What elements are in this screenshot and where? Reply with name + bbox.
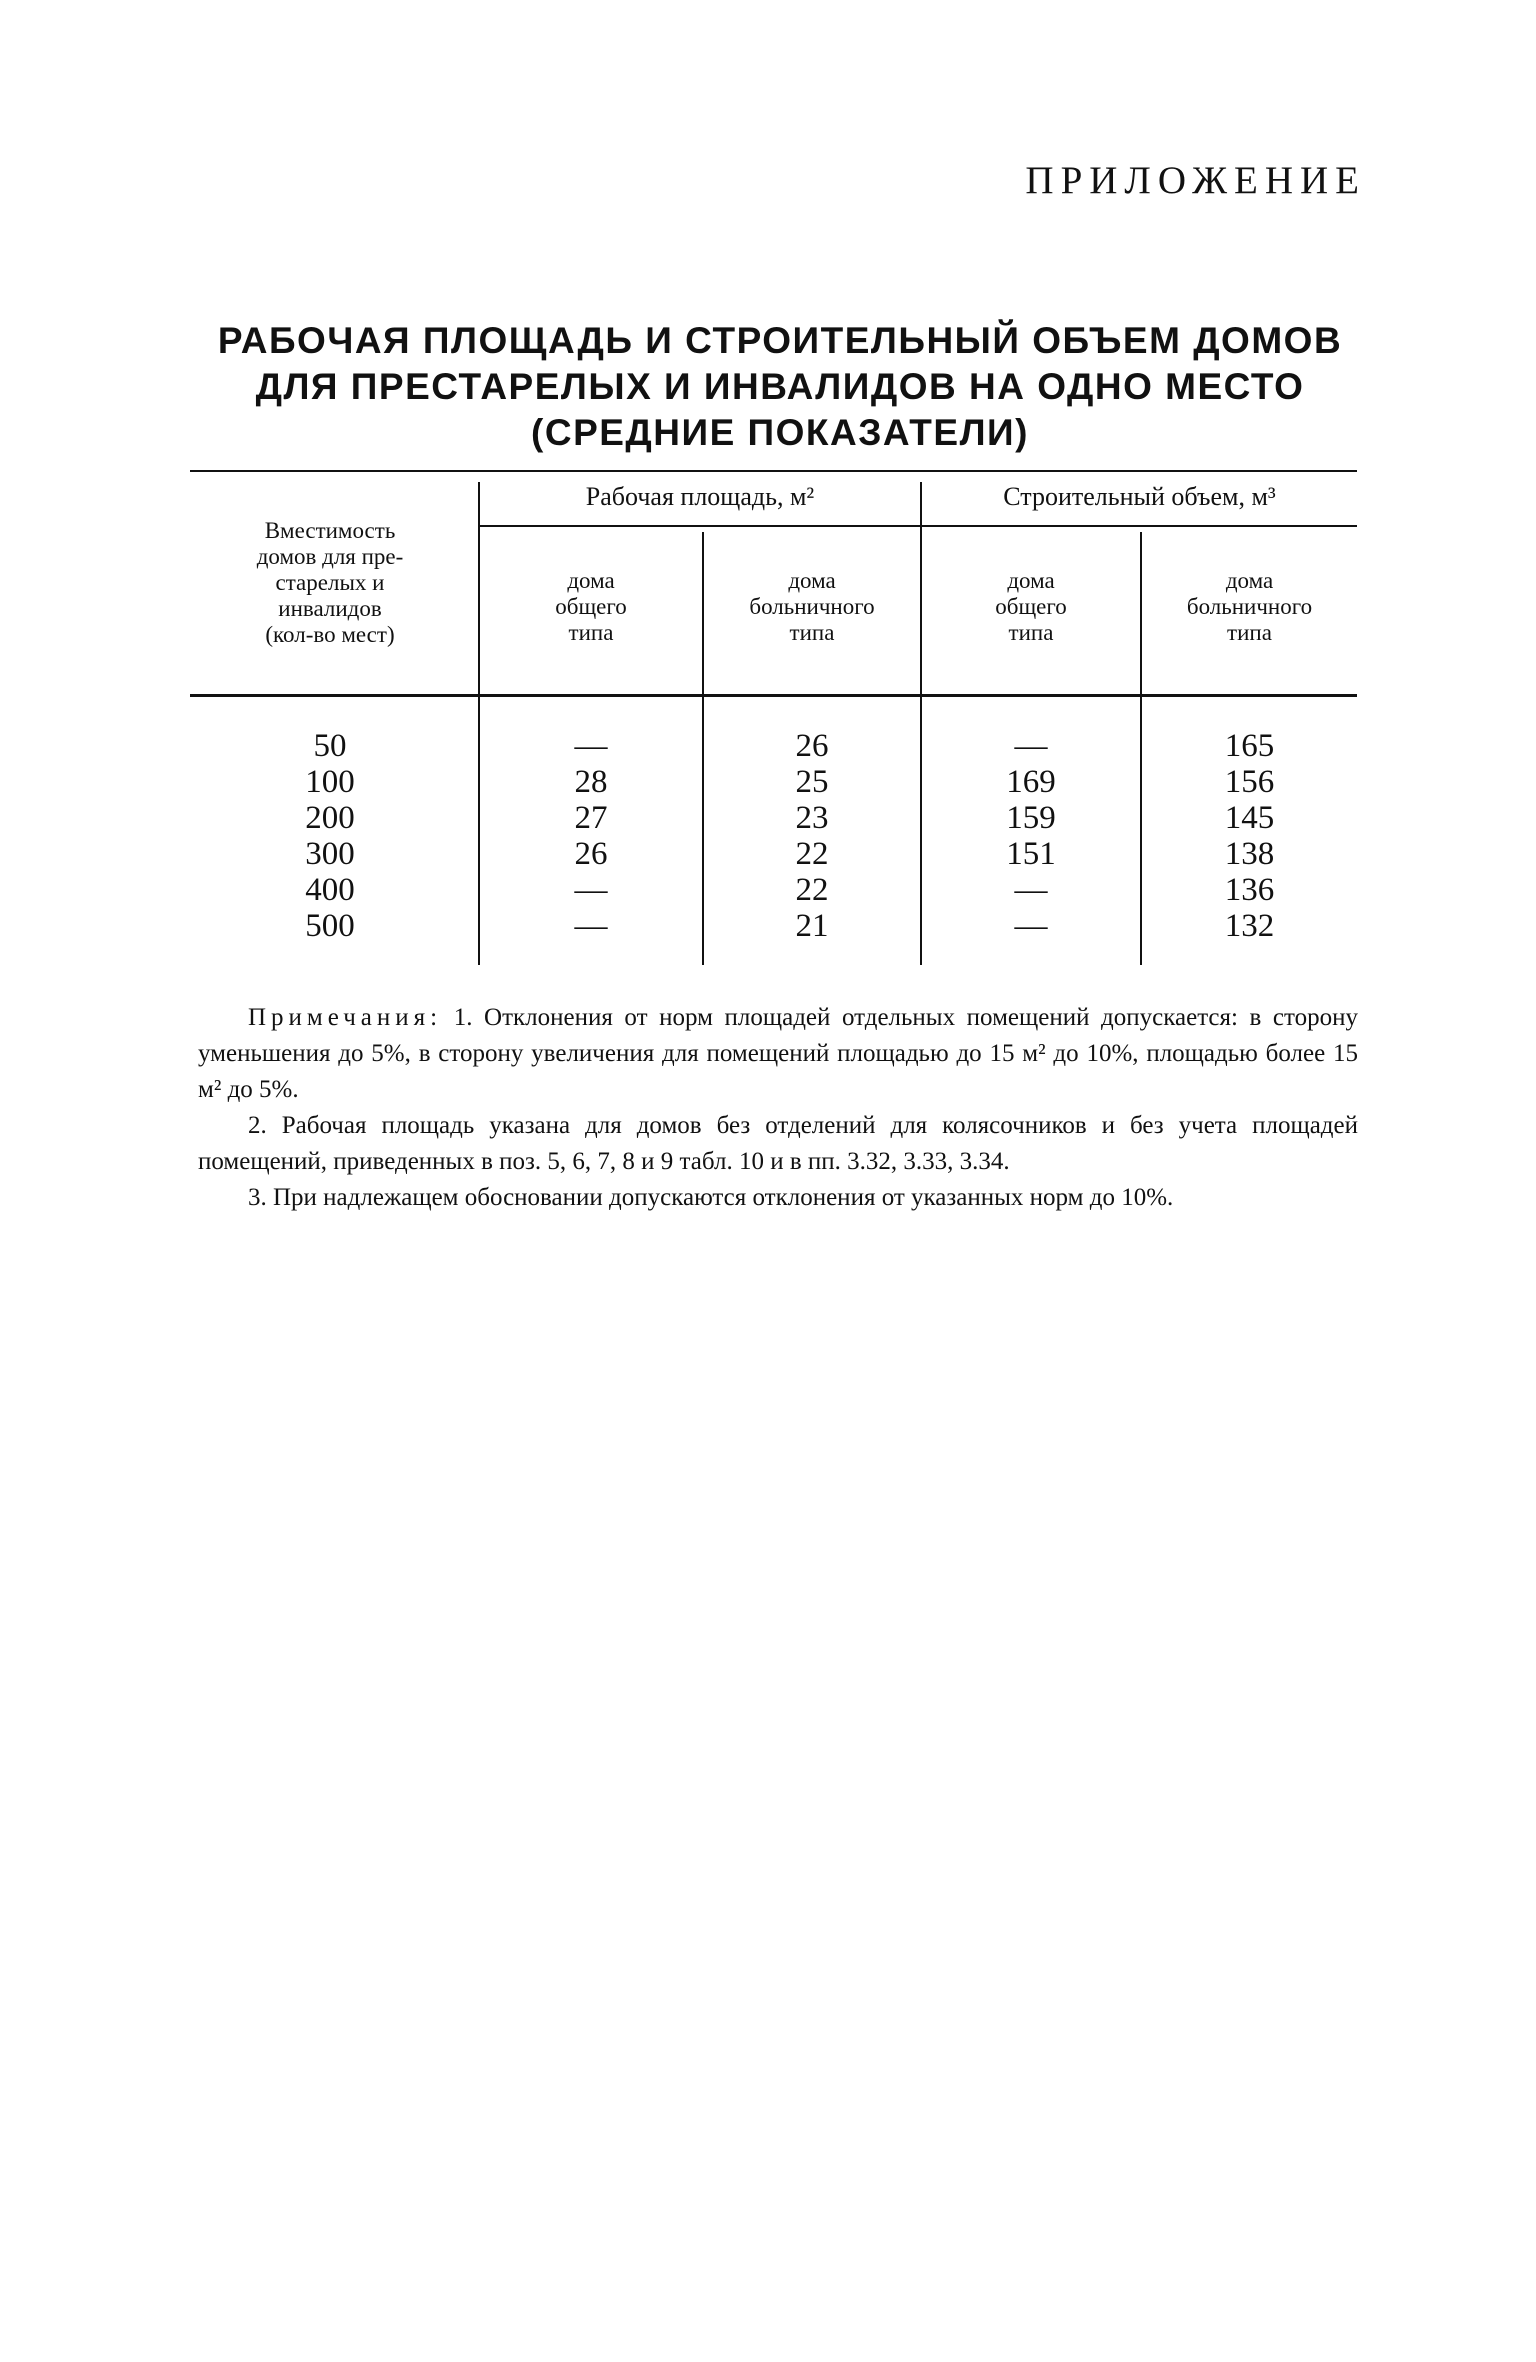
group-header-volume: Строительный объем, м³ <box>1003 482 1276 511</box>
note-2: 2. Рабочая площадь указана для домов без отделений для колясочников и без учета площадей помещений, приведенных в поз. 5, 6, 7, 8 и 9 табл. 10 и в пп. 3.32, 3.33, 3.34. <box>198 1112 1358 1175</box>
table-cell: — <box>574 728 608 764</box>
table-cell: 50 <box>313 728 347 764</box>
table-cell: 25 <box>795 764 829 800</box>
subheader-area-general: дома общего типа <box>555 568 627 645</box>
document-title <box>200 318 1360 456</box>
subheader-volume-hospital: дома больничного типа <box>1186 568 1313 645</box>
table-cell: 145 <box>1224 800 1275 836</box>
table-cell: 169 <box>1006 764 1056 800</box>
table-cell: 23 <box>795 800 829 836</box>
table-cell: 200 <box>305 800 355 836</box>
table-cell: 21 <box>795 908 829 944</box>
table-cell: — <box>574 872 608 908</box>
header-bottom-rule <box>190 694 1357 697</box>
table-cell: — <box>1014 728 1048 764</box>
notes <box>198 1000 1358 1216</box>
column-area-hospital <box>704 728 920 944</box>
table-cell: 300 <box>305 836 355 872</box>
table-cell: 159 <box>1006 800 1056 836</box>
table-cell: — <box>1014 908 1048 944</box>
row-header: Вместимость домов для пре- старелых и инвалидов (кол-во мест) <box>256 518 404 647</box>
table-top-rule <box>190 470 1357 472</box>
table-cell: 22 <box>795 872 829 908</box>
table-cell: 22 <box>795 836 829 872</box>
note-1: Примечания: 1. Отклонения от норм площадей отдельных помещений допускается: в сторону уменьшения до 5%, в сторону увеличения для помещений площадью до 15 м² до 10%, площадью более 15 м² до 5%. <box>198 1004 1358 1103</box>
table-cell: 100 <box>305 764 355 800</box>
group-underline-volume <box>930 525 1357 527</box>
column-volume-hospital <box>1142 728 1357 944</box>
table-cell: 151 <box>1006 836 1056 872</box>
table-cell: 500 <box>305 908 355 944</box>
column-area-general <box>480 728 702 944</box>
data-table <box>190 470 1357 965</box>
table-cell: 132 <box>1224 908 1275 944</box>
title-line-2: ДЛЯ ПРЕСТАРЕЛЫХ И ИНВАЛИДОВ НА ОДНО МЕСТО <box>255 366 1305 407</box>
table-cell: — <box>574 908 608 944</box>
title-line-3: (СРЕДНИЕ ПОКАЗАТЕЛИ) <box>531 412 1029 453</box>
table-cell: 26 <box>795 728 829 764</box>
subheader-area-hospital: дома больничного типа <box>749 568 875 645</box>
table-cell: 26 <box>574 836 608 872</box>
column-volume-general <box>922 728 1140 944</box>
table-cell: 28 <box>574 764 608 800</box>
column-capacity <box>190 728 470 944</box>
notes-label: Примечания: <box>248 1004 443 1031</box>
table-cell: — <box>1014 872 1048 908</box>
subheader-volume-general: дома общего типа <box>995 568 1067 645</box>
appendix-label: ПРИЛОЖЕНИЕ <box>1025 159 1366 202</box>
table-cell: 136 <box>1224 872 1275 908</box>
table-cell: 156 <box>1224 764 1275 800</box>
group-header-area: Рабочая площадь, м² <box>585 482 815 511</box>
title-line-1: РАБОЧАЯ ПЛОЩАДЬ И СТРОИТЕЛЬНЫЙ ОБЪЕМ ДОМОВ <box>217 320 1343 361</box>
table-cell: 165 <box>1224 728 1275 764</box>
table-cell: 27 <box>574 800 608 836</box>
table-cell: 138 <box>1224 836 1275 872</box>
note-3: 3. При надлежащем обосновании допускаются отклонения от указанных норм до 10%. <box>248 1184 1174 1211</box>
table-cell: 400 <box>305 872 355 908</box>
